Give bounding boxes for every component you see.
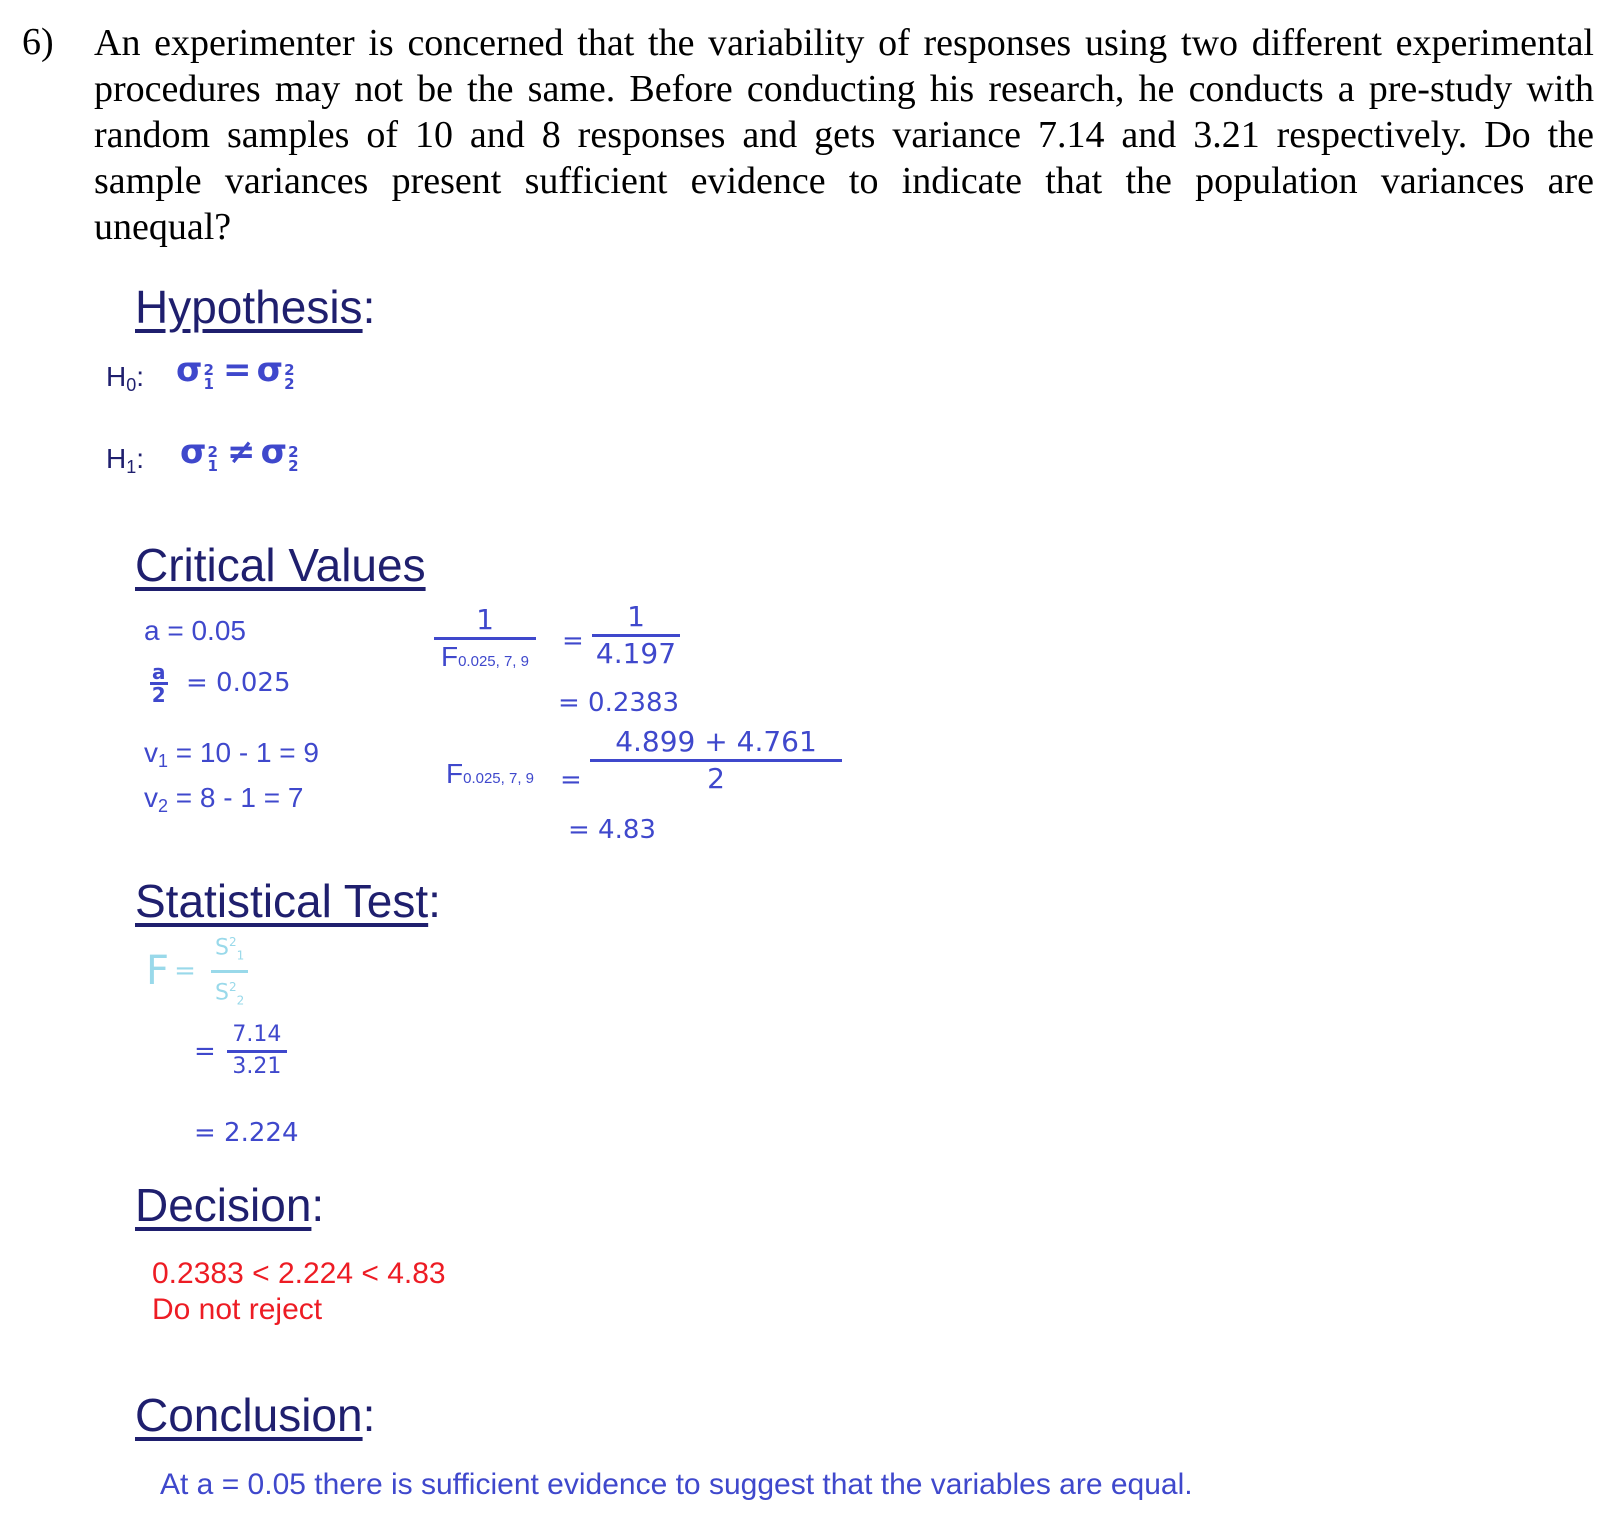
- index-pair: [288, 442, 299, 475]
- question-line: unequal?: [94, 206, 232, 248]
- subscript: 2: [236, 993, 245, 1008]
- question-number: 6): [22, 21, 54, 63]
- df-subscript: 2: [158, 796, 169, 816]
- subscript: 1: [203, 374, 214, 393]
- sigma-symbol: σ: [256, 350, 284, 390]
- f-letter: F: [446, 758, 464, 789]
- index-pair: [203, 360, 214, 393]
- alpha-value: a = 0.05: [144, 615, 246, 646]
- critical-values-heading-text: Critical Values: [135, 539, 426, 591]
- fraction-denominator: 3.21: [232, 1054, 282, 1079]
- decision-verdict: Do not reject: [152, 1293, 323, 1326]
- h-colon: :: [136, 443, 145, 474]
- index-pair: [284, 360, 295, 393]
- sigma-symbol: σ: [180, 432, 207, 472]
- superscript: 2: [228, 979, 237, 994]
- f-letter: F: [440, 641, 459, 672]
- equals-sign: =: [562, 626, 584, 656]
- fraction-numerator: a: [152, 660, 166, 684]
- subscript: 2: [284, 374, 295, 393]
- s-letter: S: [215, 935, 229, 961]
- conclusion-heading: [135, 1390, 375, 1440]
- relation-symbol: ≠: [227, 432, 256, 472]
- fraction-numerator: 1: [592, 602, 680, 637]
- statistical-test-heading: [135, 876, 441, 926]
- decision-heading-text: Decision: [135, 1179, 312, 1231]
- fraction-denominator: 4.197: [595, 637, 677, 670]
- h-letter: H: [106, 443, 127, 474]
- df1-expression: [144, 737, 319, 772]
- df-expr: = 10 - 1 = 9: [168, 737, 320, 768]
- hypothesis-heading-text: Hypothesis: [135, 281, 363, 333]
- sigma-symbol: σ: [260, 432, 288, 472]
- upper-critical-label: [446, 758, 534, 790]
- fraction-numerator: 1: [434, 605, 536, 640]
- superscript: 2: [288, 442, 299, 461]
- sigma-symbol: σ: [176, 350, 203, 390]
- f-subscript: 0.025, 7, 9: [463, 770, 535, 787]
- df2-expression: [144, 782, 303, 817]
- fraction-denominator: 2: [151, 683, 166, 707]
- superscript: 2: [228, 935, 237, 949]
- question-line: random samples of 10 and 8 responses and gets variance 7.14 and 3.21 respectively. Do the: [94, 114, 1594, 156]
- critical-values-heading: [135, 540, 426, 590]
- alternative-hypothesis-label: [106, 443, 144, 478]
- heading-colon: :: [362, 1389, 376, 1441]
- fraction-denominator: 2: [707, 762, 725, 795]
- fraction-numerator: 7.14: [227, 1022, 287, 1053]
- h-subscript: 0: [126, 375, 137, 395]
- heading-colon: :: [311, 1179, 325, 1231]
- f-statistic-formula: [146, 930, 248, 1012]
- decision-comparison: 0.2383 < 2.224 < 4.83: [152, 1257, 446, 1290]
- df-letter: v: [144, 782, 158, 813]
- equals-sign: =: [560, 765, 582, 795]
- fraction-numerator: [211, 930, 248, 973]
- fraction-denominator: [434, 640, 536, 679]
- relation-symbol: =: [223, 350, 252, 390]
- f-statistic-result: = 2.224: [194, 1118, 299, 1148]
- question-line: An experimenter is concerned that the variability of responses using two different experimental: [94, 22, 1594, 64]
- s-letter: S: [215, 980, 229, 1006]
- interpolation-fraction: [590, 727, 842, 796]
- reciprocal-fraction: [592, 602, 680, 671]
- alternative-hypothesis-expression: [180, 432, 303, 473]
- superscript: 2: [203, 360, 214, 379]
- df-expr: = 8 - 1 = 7: [168, 782, 304, 813]
- h-subscript: 1: [126, 457, 137, 477]
- conclusion-text: At a = 0.05 there is sufficient evidence to suggest that the variables are equal.: [160, 1468, 1193, 1501]
- equals-sign: =: [194, 1036, 216, 1067]
- superscript: 2: [284, 360, 295, 379]
- equals-sign: =: [174, 956, 196, 987]
- subscript: 1: [236, 948, 245, 963]
- hypothesis-heading: [135, 282, 375, 332]
- half-alpha-value: = 0.025: [186, 668, 291, 698]
- heading-colon: :: [362, 281, 376, 333]
- question-line: sample variances present sufficient evidence to indicate that the population variances are: [94, 160, 1594, 202]
- fraction-denominator: [211, 973, 248, 1013]
- question-line: procedures may not be the same. Before conducting his research, he conducts a pre-study with: [94, 68, 1594, 110]
- half-alpha-fraction: [150, 662, 168, 705]
- h-letter: H: [106, 361, 127, 392]
- subscript: 2: [288, 456, 299, 475]
- statistical-test-heading-text: Statistical Test: [135, 875, 429, 927]
- question-text: [94, 20, 1594, 250]
- df-subscript: 1: [158, 751, 169, 771]
- f-subscript: 0.025, 7, 9: [458, 653, 529, 670]
- decision-heading: [135, 1180, 324, 1230]
- superscript: 2: [207, 442, 218, 461]
- f-statistic-calculation: [194, 1022, 287, 1081]
- null-hypothesis-expression: [176, 350, 299, 391]
- fraction-numerator: 4.899 + 4.761: [590, 727, 842, 762]
- f-letter: F: [146, 948, 170, 995]
- lower-critical-result: = 0.2383: [558, 688, 680, 718]
- lower-critical-fraction: [434, 605, 536, 679]
- df-letter: v: [144, 737, 158, 768]
- upper-critical-result: = 4.83: [568, 815, 656, 845]
- h-colon: :: [136, 361, 145, 392]
- heading-colon: :: [428, 875, 441, 927]
- subscript: 1: [207, 456, 218, 475]
- null-hypothesis-label: [106, 361, 144, 396]
- conclusion-heading-text: Conclusion: [135, 1389, 363, 1441]
- index-pair: [207, 442, 218, 475]
